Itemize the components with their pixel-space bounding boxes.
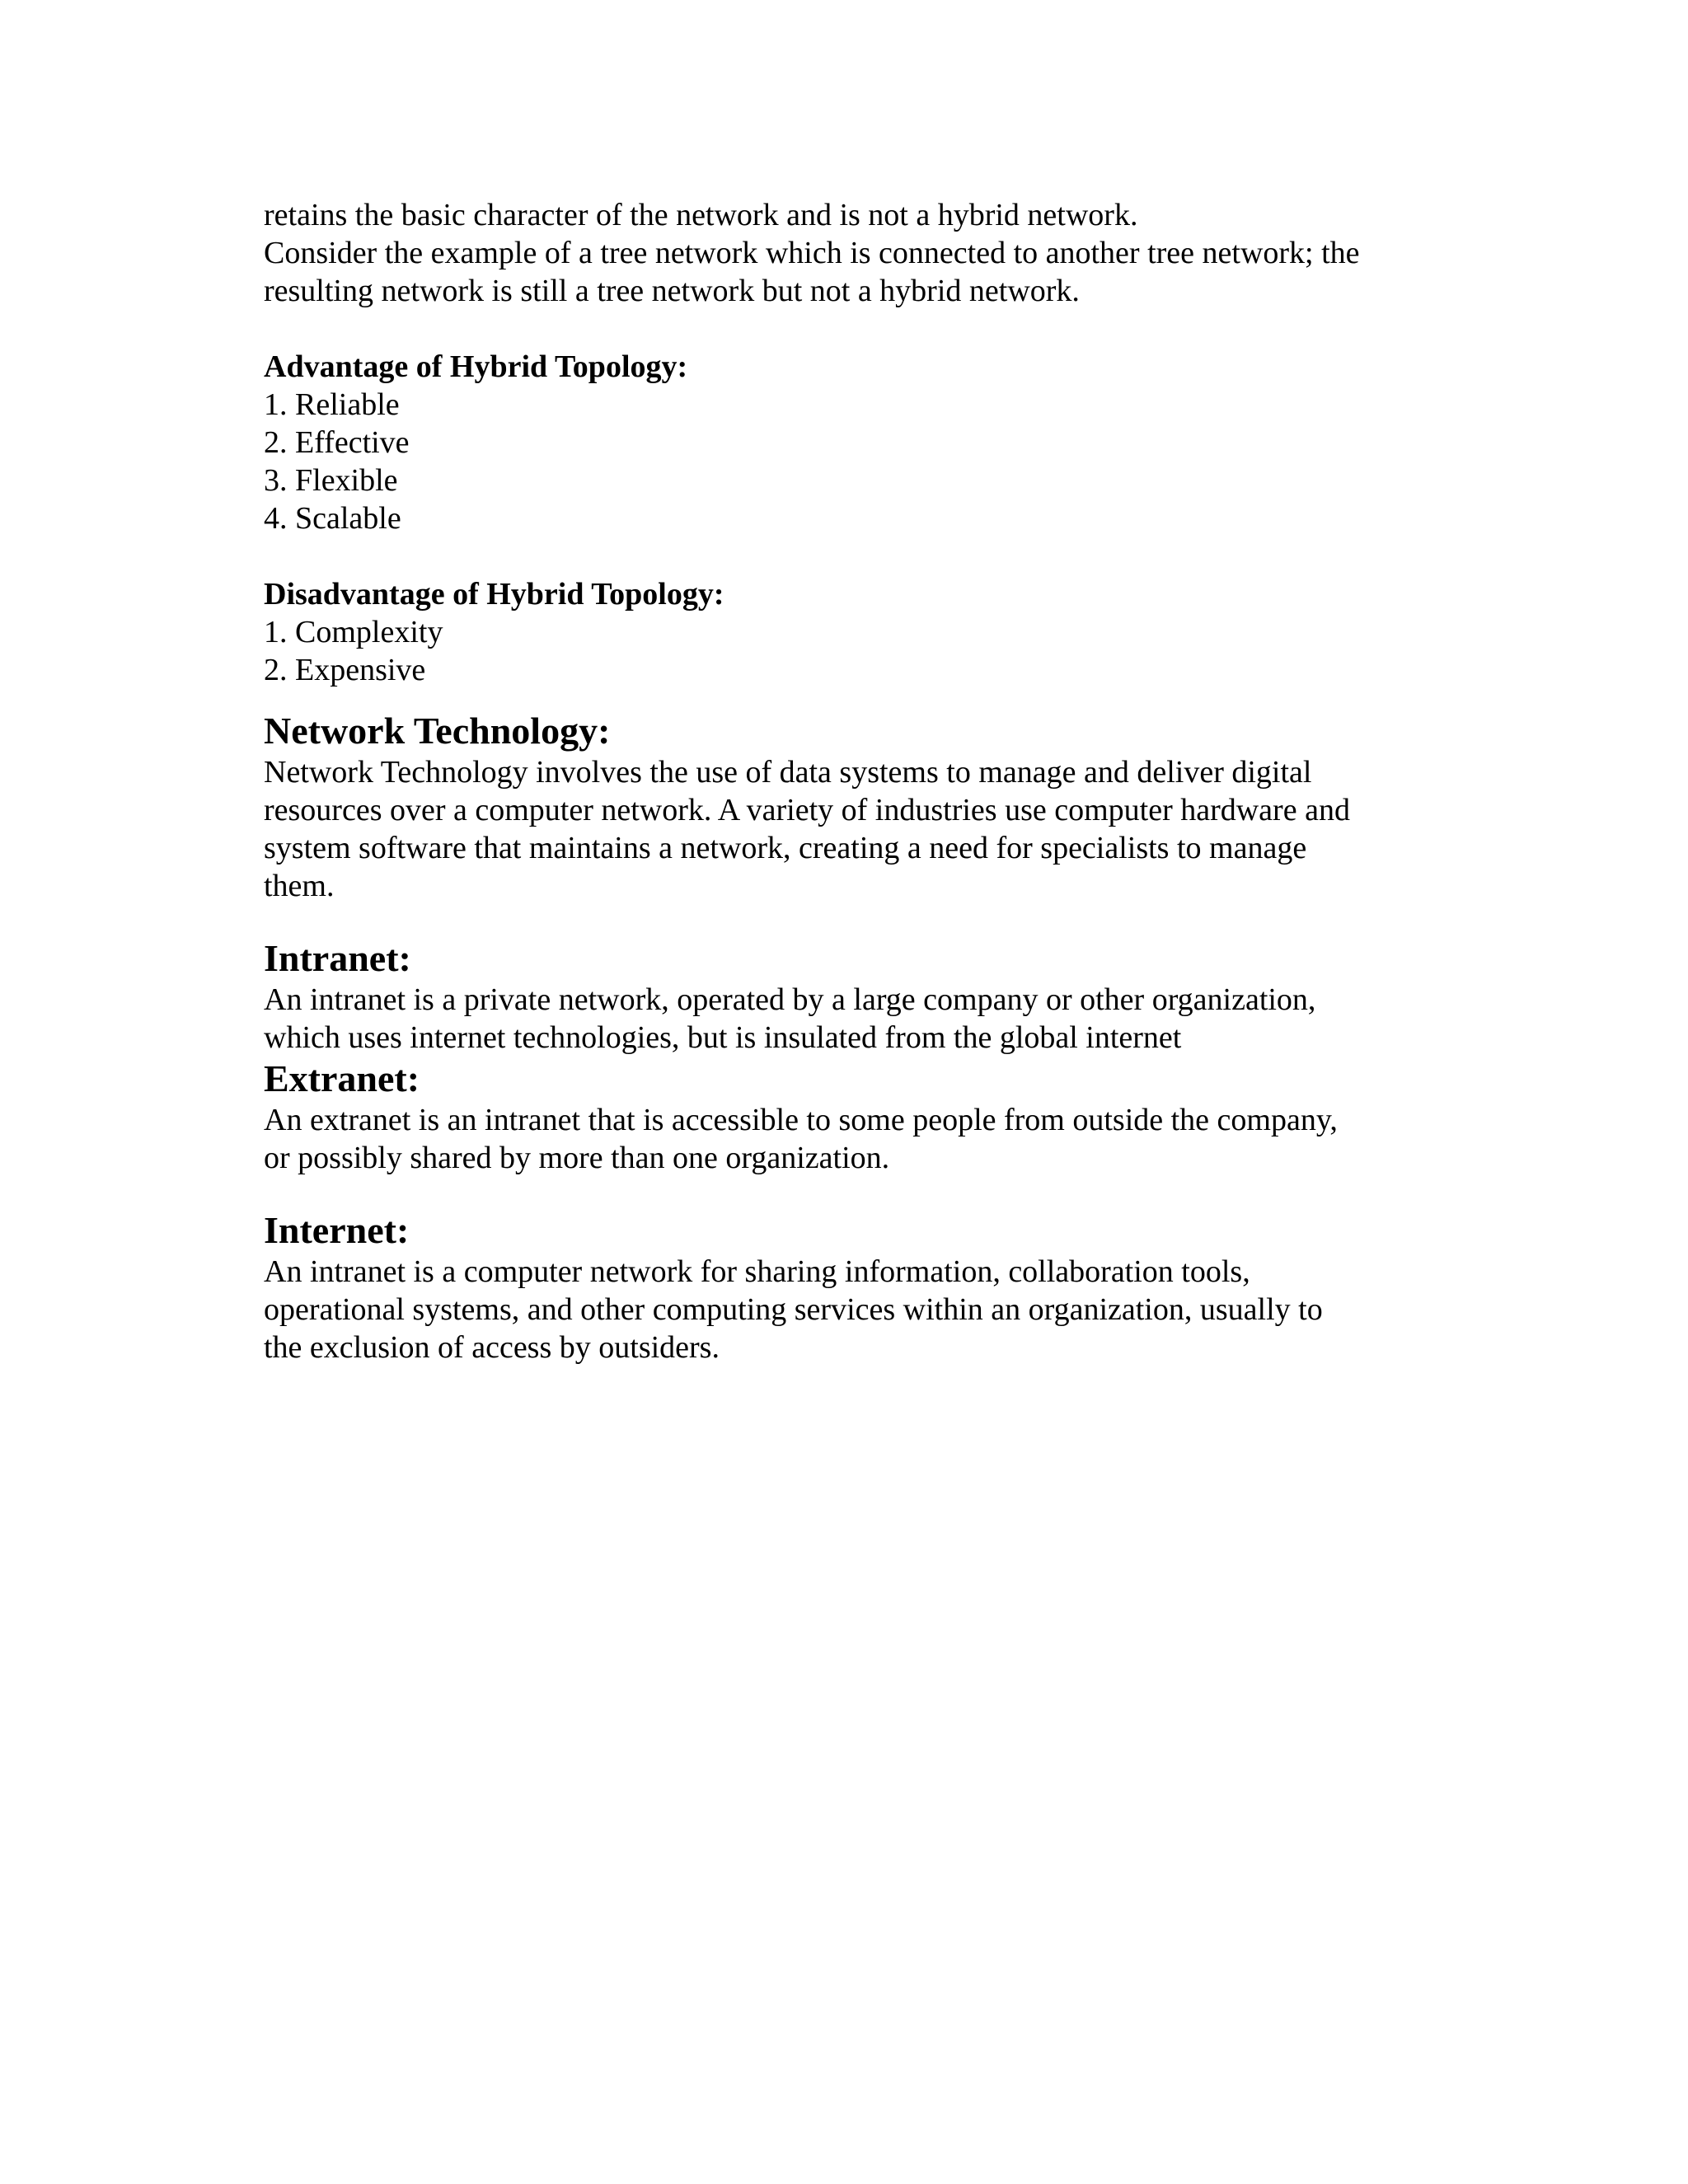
text-line: An intranet is a private network, operated by a large company or other organization, bbox=[264, 982, 1316, 1017]
list-item: 1. Reliable bbox=[264, 387, 400, 422]
text-line: which uses internet technologies, but is insulated from the global internet bbox=[264, 1020, 1182, 1055]
text-line: An extranet is an intranet that is accessible to some people from outside the company, bbox=[264, 1103, 1338, 1137]
text-line: resulting network is still a tree network but not a hybrid network. bbox=[264, 274, 1080, 308]
text-line: the exclusion of access by outsiders. bbox=[264, 1330, 720, 1365]
disadvantages-heading: Disadvantage of Hybrid Topology: bbox=[264, 577, 724, 612]
list-item: 3. Flexible bbox=[264, 463, 398, 498]
text-line: retains the basic character of the network and is not a hybrid network. bbox=[264, 198, 1138, 232]
intranet-section bbox=[264, 936, 1451, 1057]
text-line: or possibly shared by more than one organization. bbox=[264, 1141, 890, 1175]
disadvantages-list bbox=[264, 613, 1451, 689]
advantages-section bbox=[264, 348, 1451, 537]
text-line: An intranet is a computer network for sharing information, collaboration tools, bbox=[264, 1254, 1250, 1289]
disadvantages-section bbox=[264, 575, 1451, 689]
text-line: them. bbox=[264, 869, 335, 903]
list-item: 4. Scalable bbox=[264, 501, 401, 536]
network-technology-section bbox=[264, 709, 1451, 905]
text-line: operational systems, and other computing services within an organization, usually to bbox=[264, 1292, 1323, 1327]
network-technology-heading: Network Technology: bbox=[264, 710, 611, 752]
list-item: 2. Effective bbox=[264, 425, 410, 460]
list-item: 1. Complexity bbox=[264, 615, 443, 649]
advantages-list bbox=[264, 386, 1451, 537]
document-page bbox=[264, 196, 1451, 1366]
internet-heading: Internet: bbox=[264, 1209, 410, 1251]
extranet-heading: Extranet: bbox=[264, 1057, 420, 1099]
text-line: Consider the example of a tree network which is connected to another tree network; the bbox=[264, 236, 1360, 270]
advantages-heading: Advantage of Hybrid Topology: bbox=[264, 349, 688, 384]
text-line: Network Technology involves the use of data systems to manage and deliver digital bbox=[264, 755, 1312, 790]
internet-section bbox=[264, 1208, 1451, 1366]
list-item: 2. Expensive bbox=[264, 653, 426, 687]
intro-paragraph bbox=[264, 196, 1451, 310]
text-line: resources over a computer network. A variety of industries use computer hardware and bbox=[264, 793, 1350, 827]
text-line: system software that maintains a network, creating a need for specialists to manage bbox=[264, 831, 1307, 865]
extranet-section bbox=[264, 1057, 1451, 1177]
intranet-heading: Intranet: bbox=[264, 937, 411, 979]
